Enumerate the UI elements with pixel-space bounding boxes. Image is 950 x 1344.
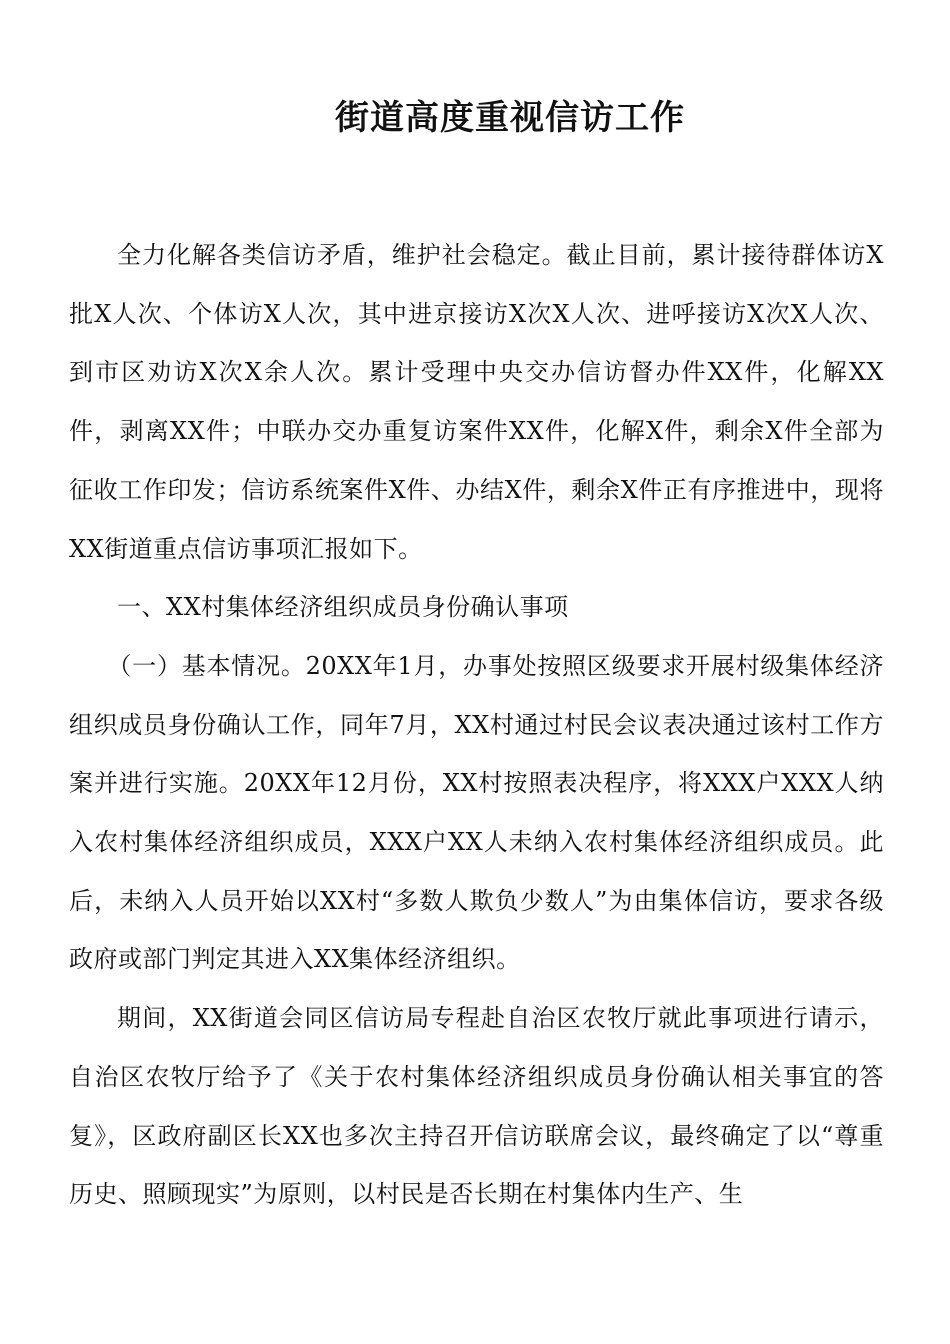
document-title: 街道高度重视信访工作 xyxy=(335,98,685,138)
paragraph-basic-situation: （一）基本情况。20XX年1月，办事处按照区级要求开展村级集体经济组织成员身份确认工作，同年7月，XX村通过村民会议表决通过该村工作方案并进行实施。20XX年12月份，XX村按照表决程序，将XXX户XXX人纳入农村集体经济组织成员，XXX户XX人未纳入农村集体经济组织成员。此后，未纳入人员开始以XX村“多数人欺负少数人”为由集体信访，要求各级政府或部门判定其进入XX集体经济组织。 xyxy=(69,651,884,974)
paragraph-period: 期间，XX街道会同区信访局专程赴自治区农牧厅就此事项进行请示，自治区农牧厅给予了《关于农村集体经济组织成员身份确认相关事宜的答复》，区政府副区长XX也多次主持召开信访联席会议，最终确定了以“尊重历史、照顾现实”为原则，以村民是否长期在村集体内生产、生 xyxy=(69,1004,884,1209)
section-heading-1: 一、XX村集体经济组织成员身份确认事项 xyxy=(117,593,569,622)
document-body xyxy=(69,226,884,1224)
paragraph-intro: 全力化解各类信访矛盾，维护社会稳定。截止目前，累计接待群体访X批X人次、个体访X人次，其中进京接访X次X人次、进呼接访X次X人次、到市区劝访X次X余人次。累计受理中央交办信访督办件XX件，化解XX件，剥离XX件；中联办交办重复访案件XX件，化解X件，剩余X件全部为征收工作印发；信访系统案件X件、办结X件，剩余X件正有序推进中，现将XX街道重点信访事项汇报如下。 xyxy=(69,241,884,563)
